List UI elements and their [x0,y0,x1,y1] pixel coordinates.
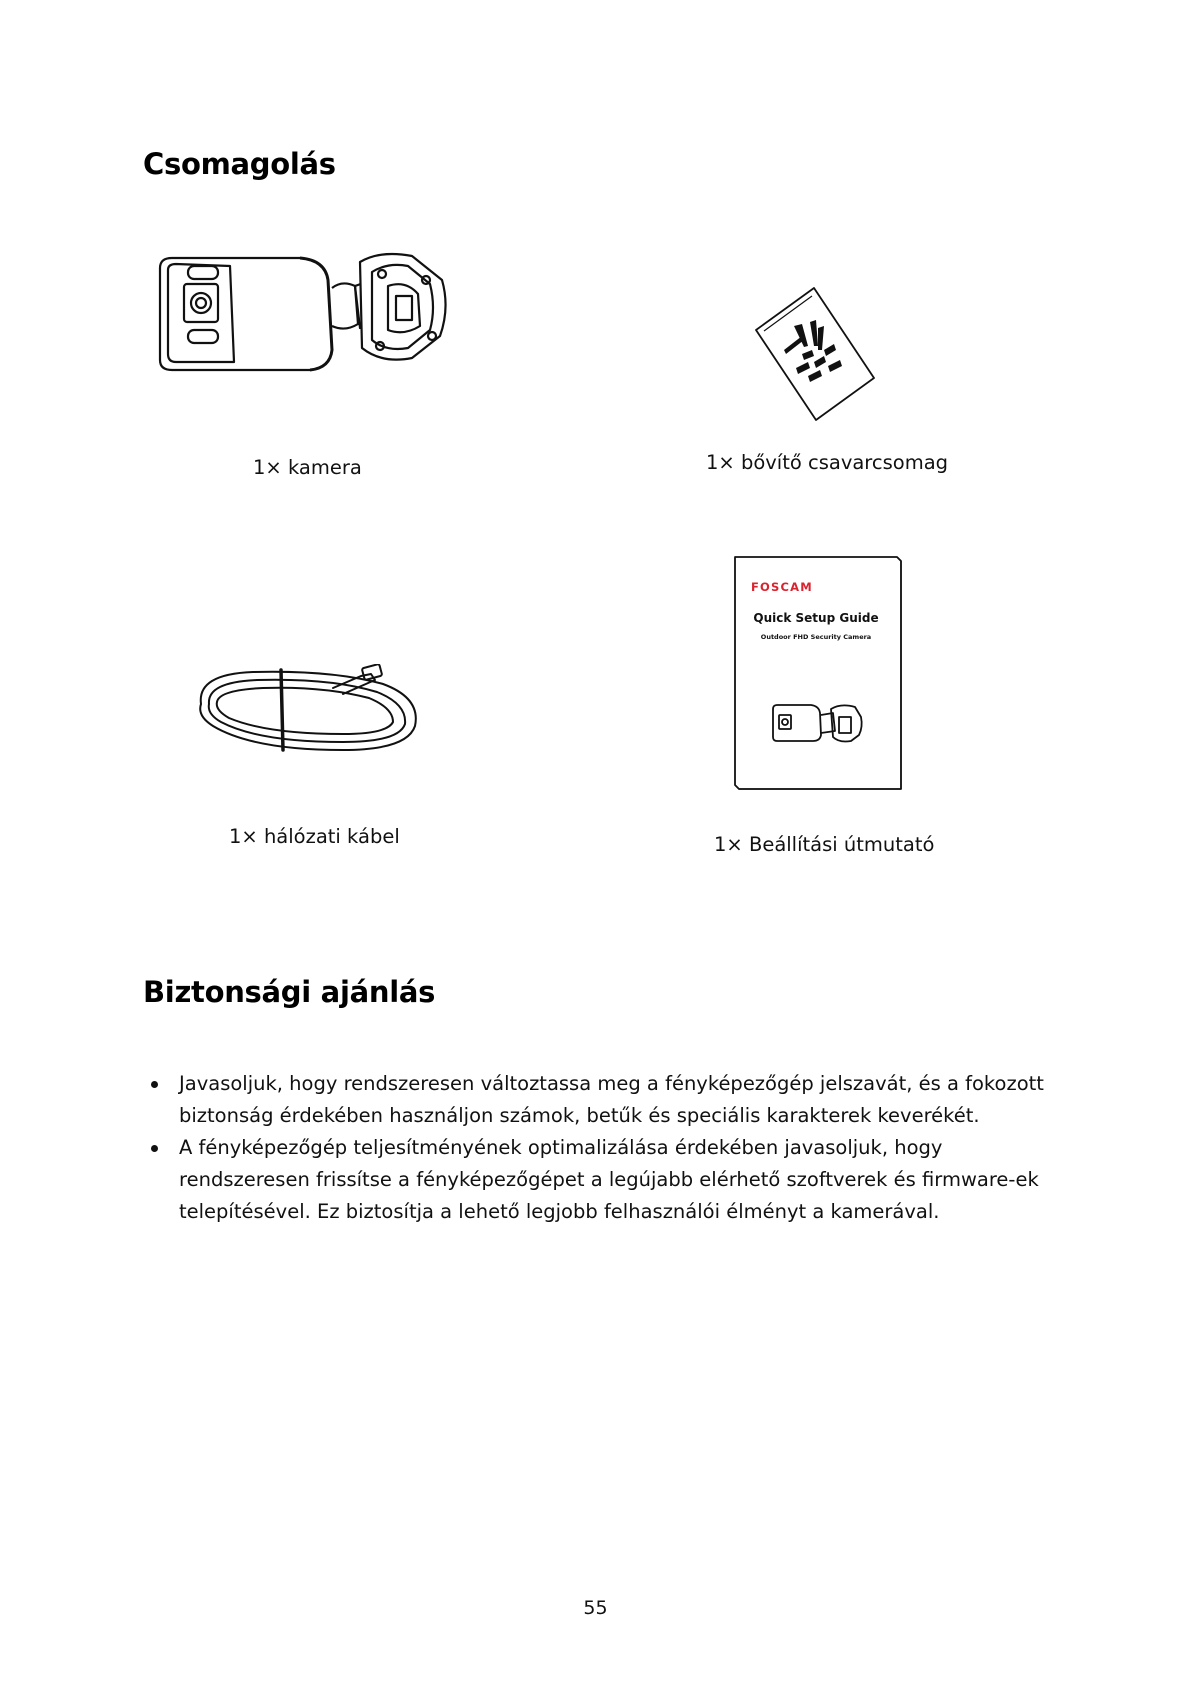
safety-heading: Biztonsági ajánlás [143,975,436,1009]
setup-guide-caption: 1× Beállítási útmutató [714,833,935,856]
network-cable-illustration [193,664,428,759]
safety-bullet-list [145,1068,1065,1228]
safety-bullet-text: Javasoljuk, hogy rendszeresen változtassa meg a fényképezőgép jelszavát, és a fokozott biztonság érdekében használjon számok, betűk és speciális karakterek keverékét. [179,1072,1044,1127]
screw-pack-illustration [752,284,877,424]
guide-subtitle: Outdoor FHD Security Camera [760,633,872,641]
setup-guide-illustration [731,553,906,793]
bullet-icon [151,1145,158,1152]
camera-illustration [150,250,450,380]
safety-bullet-text: A fényképezőgép teljesítményének optimalizálása érdekében javasoljuk, hogy rendszeresen frissítse a fényképezőgépet a legújabb elérhető szoftverek és firmware-ek telepítésével. Ez biztosítja a lehető legjobb felhasználói élményt a kamerával. [179,1136,1039,1223]
screw-pack-caption: 1× bővítő csavarcsomag [706,451,949,474]
camera-caption: 1× kamera [253,456,362,479]
package-heading: Csomagolás [143,147,336,181]
network-cable-caption: 1× hálózati kábel [229,825,400,848]
guide-brand-logo: FOSCAM [751,580,813,594]
safety-bullet [145,1132,1065,1228]
safety-bullet [145,1068,1065,1132]
guide-title: Quick Setup Guide [753,611,879,625]
page-number: 55 [583,1597,608,1619]
bullet-icon [151,1081,158,1088]
